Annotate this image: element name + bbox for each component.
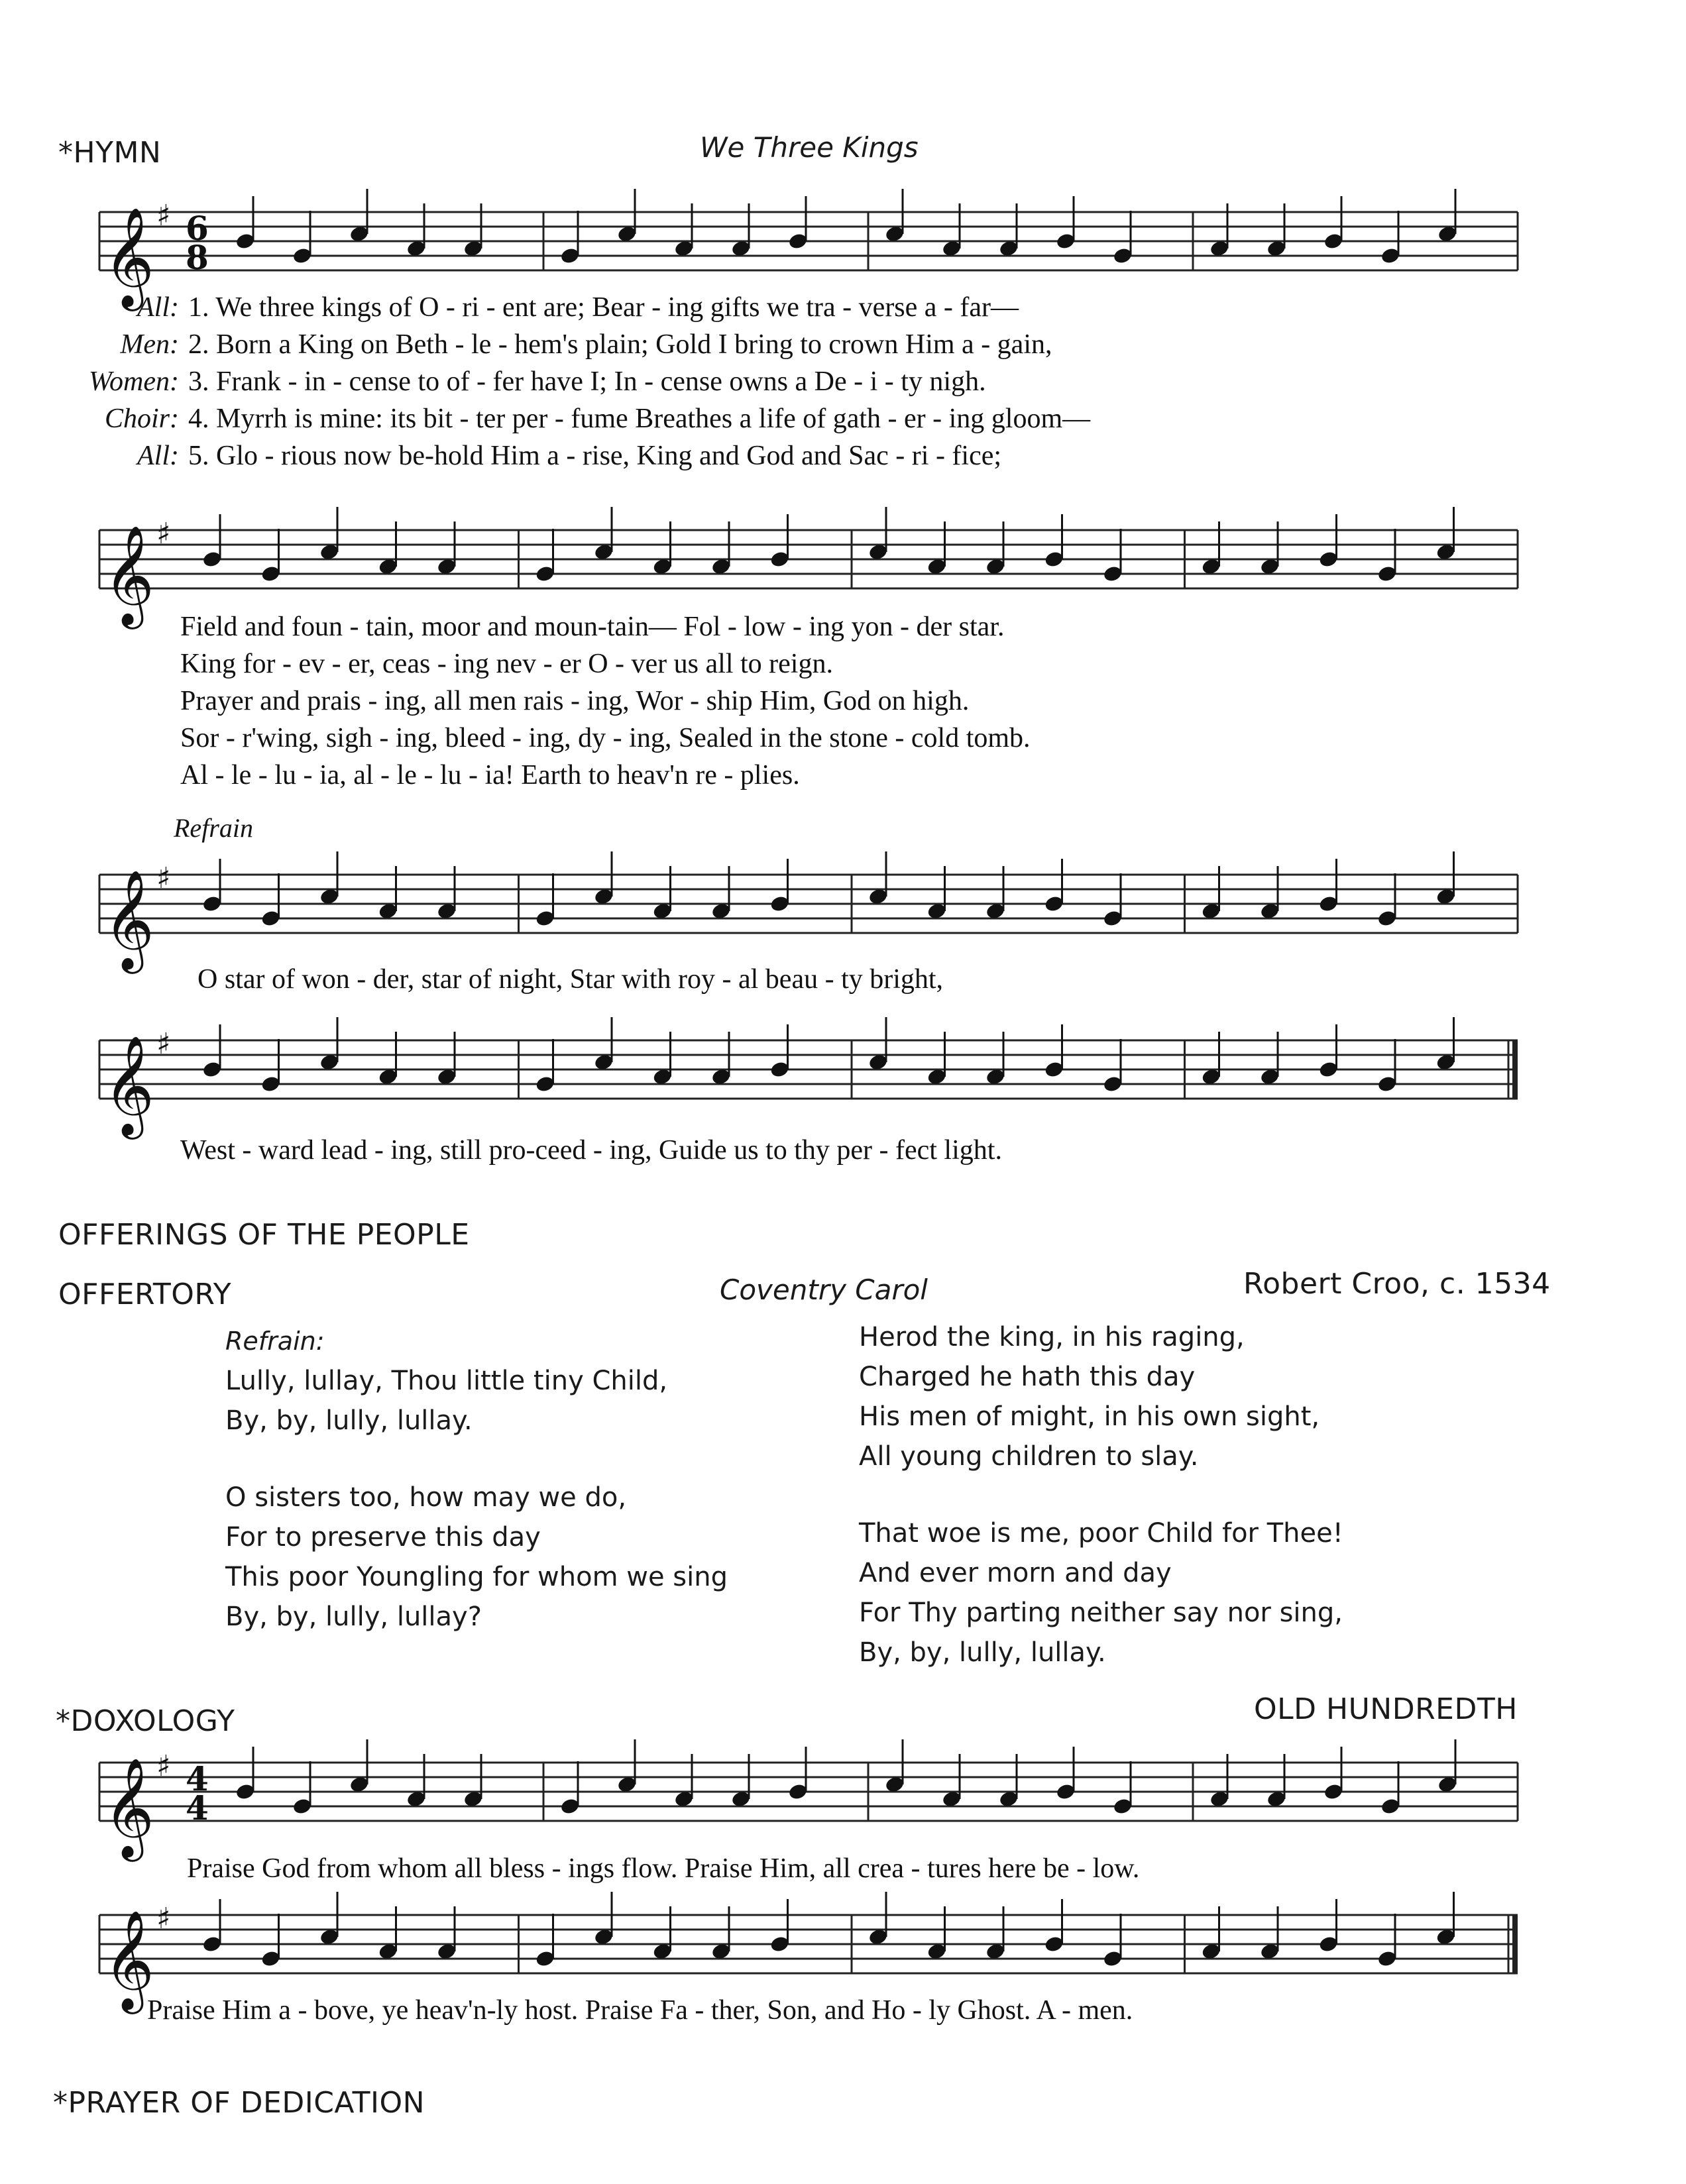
time-signature-top: 6 [186, 209, 209, 248]
sharp-icon: ♯ [156, 1902, 171, 1936]
lyric-s1-v5: 5. Glo - rious now be-hold Him a - rise, King and God and Sac - ri - fice; [188, 441, 1002, 471]
verse3-line-1: That woe is me, poor Child for Thee! [859, 1518, 1343, 1549]
sharp-icon: ♯ [156, 517, 171, 551]
verse2-line-2: Charged he hath this day [859, 1362, 1196, 1392]
treble-clef-icon: 𝄞 [103, 524, 154, 625]
verse3-line-2: And ever morn and day [859, 1558, 1172, 1588]
offerings-heading: OFFERINGS OF THE PEOPLE [58, 1218, 470, 1252]
offertory-left-column [225, 1321, 728, 1637]
offertory-title: Coventry Carol [720, 1274, 928, 1306]
lyric-refrain-1: O star of won - der, star of night, Star with roy - al beau - ty bright, [197, 964, 944, 995]
refrain-label-offertory: Refrain: [225, 1327, 325, 1356]
hymn-staff-3 [0, 848, 1686, 974]
verse2-line-3: His men of might, in his own sight, [859, 1401, 1320, 1432]
doxology-staff-1 [0, 1736, 1686, 1855]
treble-clef-icon: 𝄞 [103, 1757, 154, 1857]
sharp-icon: ♯ [156, 199, 171, 233]
doxology-lyric-1: Praise God from whom all bless - ings flow. Praise Him, all crea - tures here be - low. [187, 1853, 1140, 1884]
verse-label-5: All: [137, 441, 179, 471]
sharp-icon: ♯ [156, 1027, 171, 1061]
verse-label-3: Women: [88, 366, 179, 397]
time-signature-bottom: 4 [186, 1788, 209, 1828]
lyric-refrain-2: West - ward lead - ing, still pro-ceed - ing, Guide us to thy per - fect light. [180, 1135, 1002, 1166]
treble-clef-icon: 𝄞 [103, 1909, 154, 2010]
lyric-s2-v2: King for - ev - er, ceas - ing nev - er O - ver us all to reign. [180, 649, 833, 679]
verse1-line-1: O sisters too, how may we do, [225, 1482, 627, 1513]
treble-clef-icon: 𝄞 [103, 1034, 154, 1135]
verse2-line-4: All young children to slay. [859, 1441, 1199, 1472]
verse2-line-1: Herod the king, in his raging, [859, 1322, 1245, 1352]
lyric-s2-v5: Al - le - lu - ia, al - le - lu - ia! Earth to heav'n re - plies. [180, 760, 800, 791]
verse3-line-3: For Thy parting neither say nor sing, [859, 1598, 1343, 1628]
verse3-line-4: By, by, lully, lullay. [859, 1637, 1106, 1668]
refrain-label: Refrain [174, 813, 253, 843]
hymn-title: We Three Kings [700, 131, 919, 164]
hymn-staff-4 [0, 1014, 1686, 1140]
treble-clef-icon: 𝄞 [103, 869, 154, 969]
offertory-author: Robert Croo, c. 1534 [1243, 1267, 1551, 1301]
verse-label-2: Men: [120, 329, 179, 360]
lyric-s2-v1: Field and foun - tain, moor and moun-tain— Fol - low - ing yon - der star. [180, 612, 1005, 642]
time-signature-bottom: 8 [186, 238, 209, 277]
lyric-s2-v3: Prayer and prais - ing, all men rais - ing, Wor - ship Him, God on high. [180, 686, 970, 716]
verse-label-4: Choir: [104, 404, 179, 434]
verse1-line-3: This poor Youngling for whom we sing [225, 1562, 728, 1592]
doxology-lyric-2: Praise Him a - bove, ye heav'n-ly host. Praise Fa - ther, Son, and Ho - ly Ghost. A - men. [147, 1995, 1133, 2026]
final-bar-thick [1512, 1040, 1518, 1099]
lyric-s1-v3: 3. Frank - in - cense to of - fer have I; In - cense owns a De - i - ty nigh. [188, 366, 986, 397]
refrain-line-1: Lully, lullay, Thou little tiny Child, [225, 1366, 668, 1396]
doxology-staff-2 [0, 1888, 1686, 2008]
offertory-heading: OFFERTORY [58, 1278, 232, 1311]
verse1-line-2: For to preserve this day [225, 1522, 541, 1553]
final-bar-thick [1512, 1915, 1518, 1973]
verse-label-1: All: [137, 292, 179, 323]
doxology-tune: OLD HUNDREDTH [1254, 1692, 1518, 1726]
prayer-heading: *PRAYER OF DEDICATION [53, 2086, 425, 2120]
doxology-heading: *DOXOLOGY [56, 1704, 235, 1738]
treble-clef-icon: 𝄞 [103, 206, 154, 307]
refrain-line-2: By, by, lully, lullay. [225, 1405, 473, 1436]
lyric-s1-v1: 1. We three kings of O - ri - ent are; Bear - ing gifts we tra - verse a - far— [188, 292, 1019, 323]
time-signature-top: 4 [186, 1759, 209, 1798]
offertory-right-column [859, 1317, 1343, 1672]
sharp-icon: ♯ [156, 861, 171, 895]
lyric-s1-v4: 4. Myrrh is mine: its bit - ter per - fume Breathes a life of gath - er - ing gloom— [188, 404, 1091, 434]
verse1-line-4: By, by, lully, lullay? [225, 1602, 482, 1632]
lyric-s1-v2: 2. Born a King on Beth - le - hem's plain; Gold I bring to crown Him a - gain, [188, 329, 1052, 360]
hymn-heading: *HYMN [58, 136, 162, 170]
sharp-icon: ♯ [156, 1749, 171, 1783]
lyric-s2-v4: Sor - r'wing, sigh - ing, bleed - ing, dy - ing, Sealed in the stone - cold tomb. [180, 723, 1031, 753]
